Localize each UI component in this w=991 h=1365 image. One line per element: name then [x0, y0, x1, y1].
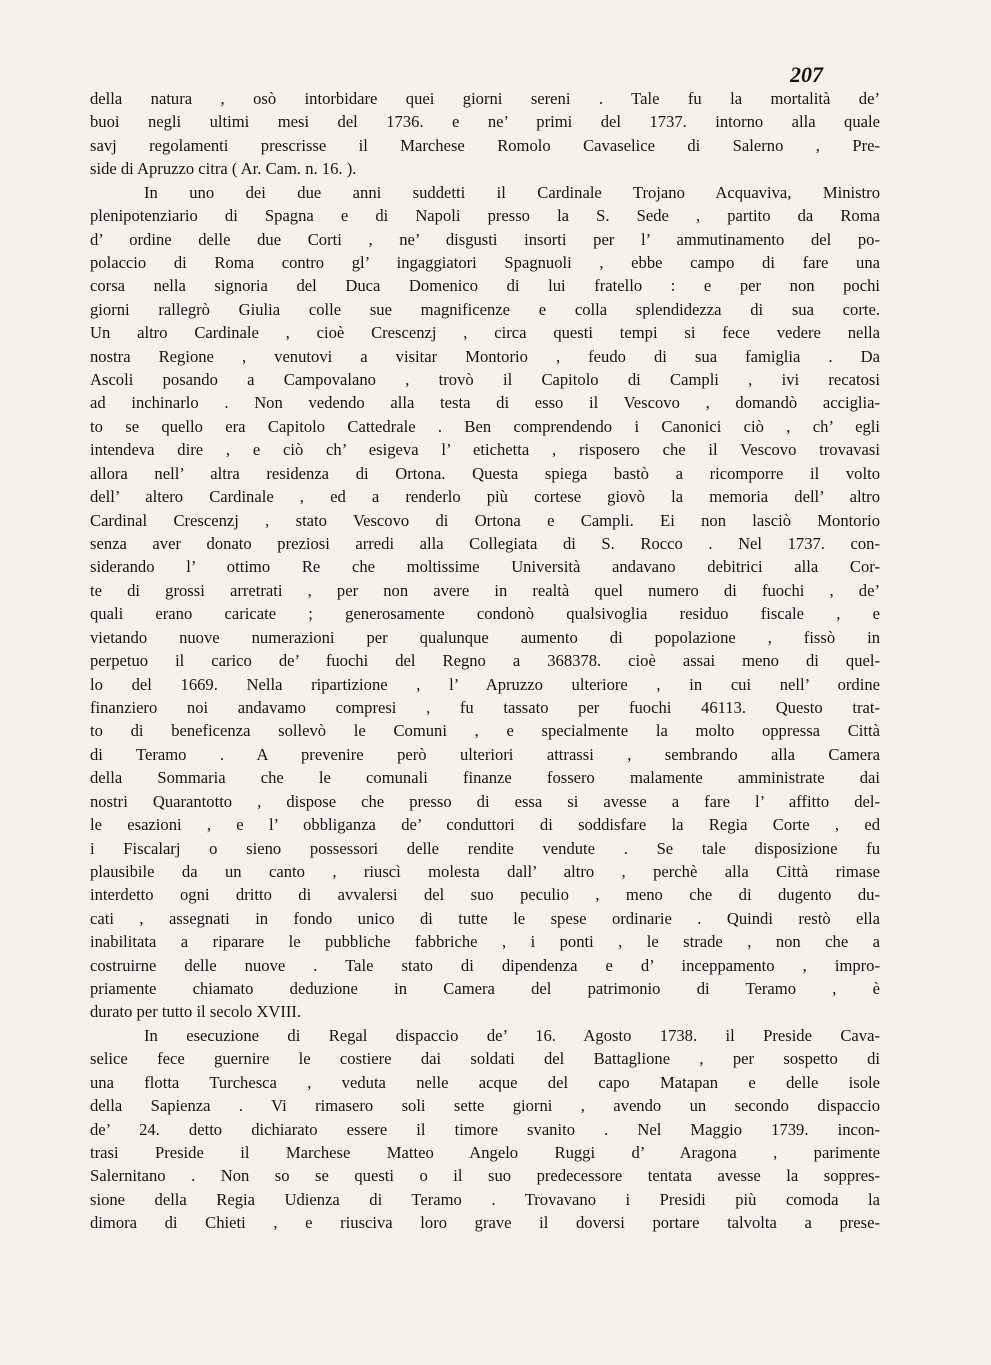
text-line: costruirne delle nuove . Tale stato di dipendenza e d’ inceppamento , impro-: [90, 955, 880, 975]
text-line: di Teramo . A prevenire però ulteriori attrassi , sembrando alla Camera: [90, 744, 880, 764]
text-line: corsa nella signoria del Duca Domenico di lui fratello : e per non pochi: [90, 276, 880, 296]
text-line: selice fece guernire le costiere dai soldati del Battaglione , per sospetto di: [90, 1049, 880, 1069]
paragraph-first-line: In esecuzione di Regal dispaccio de’ 16. Agosto 1738. il Preside Cava-: [144, 1025, 880, 1045]
text-line: buoi negli ultimi mesi del 1736. e ne’ primi del 1737. intorno alla quale: [90, 112, 880, 132]
text-line: finanziero noi andavamo compresi , fu tassato per fuochi 46113. Questo trat-: [90, 697, 880, 717]
text-line: Ascoli posando a Campovalano , trovò il Capitolo di Campli , ivi recatosi: [90, 370, 880, 390]
text-line: to di beneficenza sollevò le Comuni , e specialmente la molto oppressa Città: [90, 721, 880, 741]
text-line: una flotta Turchesca , veduta nelle acque del capo Matapan e delle isole: [90, 1072, 880, 1092]
text-line: le esazioni , e l’ obbliganza de’ conduttori di soddisfare la Regia Corte , ed: [90, 815, 880, 835]
text-line: side di Apruzzo citra ( Ar. Cam. n. 16. ).: [90, 159, 357, 179]
text-line: della Sommaria che le comunali finanze fossero malamente amministrate dai: [90, 768, 880, 788]
text-line: della natura , osò intorbidare quei giorni sereni . Tale fu la mortalità de’: [90, 89, 880, 108]
text-line: della Sapienza . Vi rimasero soli sette giorni , avendo un secondo dispaccio: [90, 1096, 880, 1116]
text-line: giorni rallegrò Giulia colle sue magnificenze e colla splendidezza di sua corte.: [90, 299, 880, 319]
text-line: nostra Regione , venutovi a visitar Montorio , feudo di sua famiglia . Da: [90, 346, 880, 366]
text-line: lo del 1669. Nella ripartizione , l’ Apruzzo ulteriore , in cui nell’ ordine: [90, 674, 880, 694]
text-line: Salernitano . Non so se questi o il suo predecessore tentata avesse la soppres-: [90, 1166, 880, 1186]
text-line: durato per tutto il secolo XVIII.: [90, 1002, 302, 1022]
text-line: inabilitata a riparare le pubbliche fabbriche , i ponti , le strade , non che a: [90, 932, 880, 952]
text-line: Un altro Cardinale , cioè Crescenzj , circa questi tempi si fece vedere nella: [90, 323, 880, 343]
text-line: Cardinal Crescenzj , stato Vescovo di Ortona e Campli. Ei non lasciò Montorio: [90, 510, 880, 530]
text-line: te di grossi arretrati , per non avere in realtà quel numero di fuochi , de’: [90, 580, 880, 600]
text-line: d’ ordine delle due Corti , ne’ disgusti insorti per l’ ammutinamento del po-: [90, 229, 880, 249]
text-line: intendeva dire , e ciò ch’ esigeva l’ etichetta , risposero che il Vescovo trovavasi: [90, 440, 880, 460]
text-line: senza aver donato preziosi arredi alla Collegiata di S. Rocco . Nel 1737. con-: [90, 534, 880, 554]
text-line: ad inchinarlo . Non vedendo alla testa di esso il Vescovo , domandò accigliа-: [90, 393, 880, 413]
text-line: dell’ altero Cardinale , ed a renderlo più cortese giovò la memoria dell’ altro: [90, 487, 880, 507]
text-line: vietando nuove numerazioni per qualunque aumento di popolazione , fissò in: [90, 627, 880, 647]
text-line: nostri Quarantotto , dispose che presso di essa si avesse a fare l’ affitto del-: [90, 791, 880, 811]
paragraph-first-line: In uno dei due anni suddetti il Cardinale Trojano Acquaviva, Ministro: [144, 182, 880, 202]
text-line: perpetuo il carico de’ fuochi del Regno a 368378. cioè assai meno di quel-: [90, 651, 880, 671]
text-line: cati , assegnati in fondo unico di tutte le spese ordinarie . Quindi restò ella: [90, 908, 880, 928]
text-line: savj regolamenti prescrisse il Marchese Romolo Cavaselice di Salerno , Pre-: [90, 135, 880, 155]
text-line: trasi Preside il Marchese Matteo Angelo Ruggi d’ Aragona , parimente: [90, 1142, 880, 1162]
text-line: sione della Regia Udienza di Teramo . Trovavano i Presidi più comoda la: [90, 1189, 880, 1209]
text-line: siderando l’ ottimo Re che moltissime Università andavano debitrici alla Cor-: [90, 557, 880, 577]
text-line: to se quello era Capitolo Cattedrale . Ben comprendendo i Canonici ciò , ch’ egli: [90, 416, 880, 436]
page-number: 207: [790, 62, 823, 87]
body-text: [90, 87, 880, 1235]
text-line: plausibile da un canto , riuscì molesta dall’ altro , perchè alla Città rimase: [90, 861, 880, 881]
text-line: dimora di Chieti , e riusciva loro grave il doversi portare talvolta a prese-: [90, 1213, 880, 1233]
text-line: quali erano caricate ; generosamente condonò qualsivoglia residuo fiscale , e: [90, 604, 880, 624]
text-line: plenipotenziario di Spagna e di Napoli presso la S. Sede , partito da Roma: [90, 206, 880, 226]
text-line: de’ 24. detto dichiarato essere il timore svanito . Nel Maggio 1739. incon-: [90, 1119, 880, 1139]
text-line: polaccio di Roma contro gl’ ingaggiatori Spagnuoli , ebbe campo di fare una: [90, 252, 880, 272]
text-line: i Fiscalarj o sieno possessori delle rendite vendute . Se tale disposizione fu: [90, 838, 880, 858]
text-line: interdetto ogni dritto di avvalersi del suo peculio , meno che di dugento du-: [90, 885, 880, 905]
text-line: allora nell’ altra residenza di Ortona. Questa spiega bastò a ricomporre il volto: [90, 463, 880, 483]
text-line: priamente chiamato deduzione in Camera del patrimonio di Teramo , è: [90, 979, 880, 999]
